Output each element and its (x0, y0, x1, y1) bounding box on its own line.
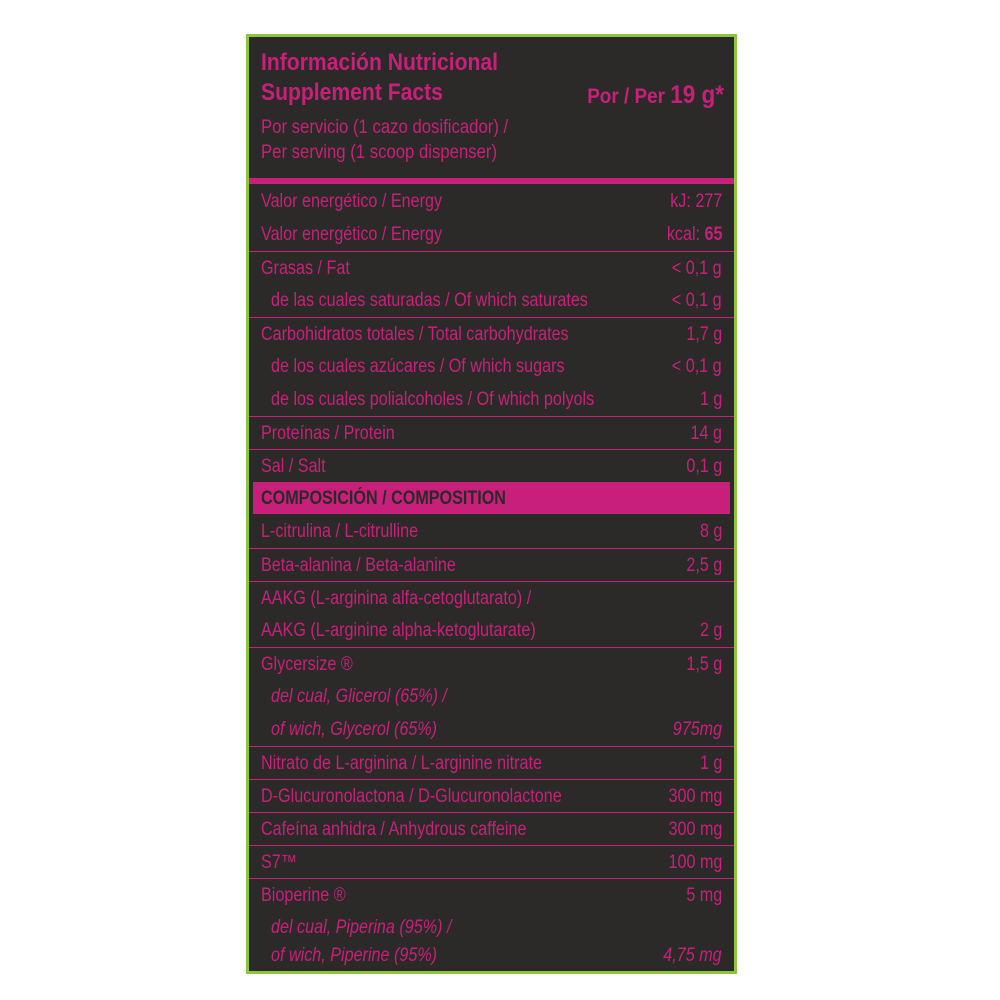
header-divider (249, 178, 734, 184)
composition-value: 5 mg (686, 885, 722, 906)
nutrition-row-salt (249, 449, 734, 482)
composition-row-caffeine (249, 812, 734, 845)
composition-value: 8 g (699, 521, 722, 542)
composition-row-glucuronolactone (249, 779, 734, 812)
composition-value: 300 mg (668, 819, 722, 840)
serving-description-spanish: Por servicio (1 cazo dosificador) / (261, 117, 509, 138)
nutrition-label: Valor energético / Energy (261, 224, 443, 245)
composition-value: 300 mg (668, 786, 722, 807)
composition-row-s7 (249, 845, 734, 878)
nutrition-value: 14 g (690, 423, 722, 444)
composition-value: 975mg (672, 719, 722, 740)
serving-size-amount: 19 g* (670, 81, 724, 109)
composition-label: del cual, Glicerol (65%) / (271, 686, 447, 707)
composition-value: 100 mg (668, 852, 722, 873)
nutrition-row-carbohydrates (249, 317, 734, 350)
composition-label: L-citrulina / L-citrulline (261, 521, 419, 542)
composition-label: Bioperine ® (261, 885, 346, 906)
composition-section-header (253, 482, 730, 514)
composition-value: 1,5 g (686, 654, 722, 675)
nutrition-label: Sal / Salt (261, 456, 326, 477)
composition-label: Nitrato de L-arginina / L-arginine nitrate (261, 753, 542, 774)
nutrition-value: < 0,1 g (672, 290, 722, 311)
serving-description-english: Per serving (1 scoop dispenser) (261, 142, 498, 163)
nutrition-row-energy-kcal (249, 218, 734, 251)
composition-label: Cafeína anhidra / Anhydrous caffeine (261, 819, 527, 840)
nutrition-value: kJ: 277 (669, 191, 722, 212)
nutrition-label: de los cuales azúcares / Of which sugars (271, 356, 565, 377)
composition-title: COMPOSICIÓN / COMPOSITION (261, 488, 506, 509)
composition-row-glycerol-es (249, 680, 734, 713)
composition-value: 4,75 mg (663, 945, 722, 966)
nutrition-value: kcal: 65 (666, 224, 722, 245)
supplement-facts-panel (246, 34, 737, 974)
nutrition-label: Valor energético / Energy (261, 191, 443, 212)
nutrition-value: 0,1 g (686, 456, 722, 477)
composition-label: S7™ (261, 852, 297, 873)
nutrition-row-saturates (249, 284, 734, 317)
composition-row-arginine-nitrate (249, 746, 734, 779)
nutrition-label: Carbohidratos totales / Total carbohydrates (261, 324, 569, 345)
nutrition-label: Proteínas / Protein (261, 423, 395, 444)
composition-value: 2,5 g (686, 555, 722, 576)
composition-label: del cual, Piperina (95%) / (271, 917, 452, 938)
composition-row-citrulline (249, 515, 734, 548)
composition-row-glycersize (249, 647, 734, 680)
composition-row-beta-alanine (249, 548, 734, 581)
composition-label: of wich, Glycerol (65%) (271, 719, 438, 740)
serving-size-label: Por / Per (587, 85, 665, 108)
title-english: Supplement Facts (261, 79, 443, 106)
nutrition-label: de las cuales saturadas / Of which saturates (271, 290, 588, 311)
composition-value: 2 g (699, 620, 722, 641)
nutrition-label: Grasas / Fat (261, 258, 350, 279)
composition-label: Glycersize ® (261, 654, 353, 675)
nutrition-value: < 0,1 g (672, 258, 722, 279)
composition-row-glycerol-en (249, 713, 734, 746)
nutrition-value: 1 g (699, 389, 722, 410)
nutrition-row-fat (249, 251, 734, 284)
composition-row-bioperine (249, 878, 734, 911)
composition-label: AAKG (L-arginine alpha-ketoglutarate) (261, 620, 536, 641)
composition-label: AAKG (L-arginina alfa-cetoglutarato) / (261, 588, 532, 609)
composition-row-piperine-en (249, 939, 734, 972)
composition-label: D-Glucuronolactona / D-Glucuronolactone (261, 786, 562, 807)
nutrition-row-polyols (249, 383, 734, 416)
nutrition-row-protein (249, 416, 734, 449)
composition-value: 1 g (699, 753, 722, 774)
nutrition-row-energy-kj (249, 185, 734, 218)
composition-row-aakg-es (249, 581, 734, 614)
nutrition-value: 1,7 g (686, 324, 722, 345)
nutrition-row-sugars (249, 350, 734, 383)
serving-size (587, 81, 724, 110)
nutrition-value: < 0,1 g (672, 356, 722, 377)
composition-row-aakg-en (249, 614, 734, 647)
composition-label: Beta-alanina / Beta-alanine (261, 555, 456, 576)
composition-label: of wich, Piperine (95%) (271, 945, 438, 966)
title-spanish: Información Nutricional (261, 49, 499, 76)
nutrition-label: de los cuales polialcoholes / Of which polyols (271, 389, 595, 410)
